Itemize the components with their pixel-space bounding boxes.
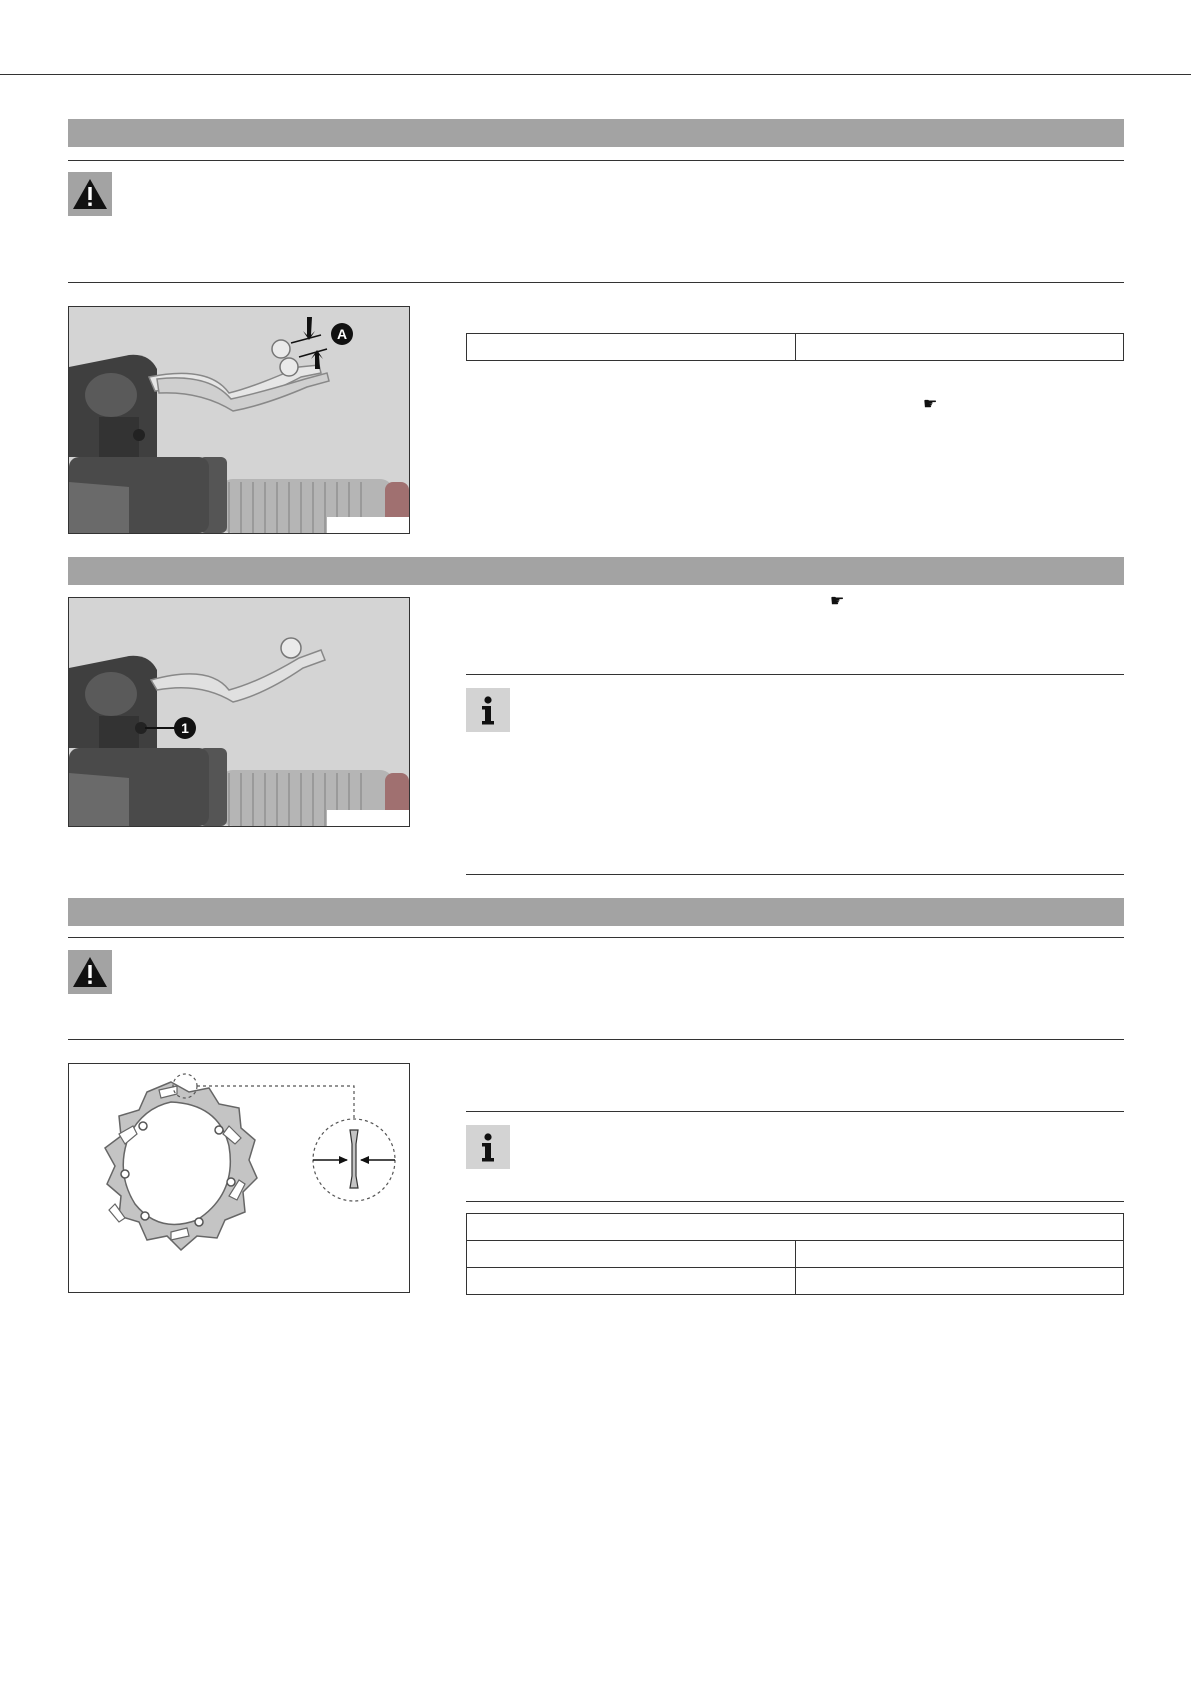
callout-1: 1 [181,720,189,736]
info-top-rule-2 [466,1111,1124,1112]
table-cell [467,1214,1124,1241]
warning-box-2 [68,950,112,994]
table-row [467,1241,1124,1268]
table-cell [467,1241,796,1268]
section-bar-3 [68,898,1124,926]
info-box-1 [466,688,510,732]
warning-top-rule-1 [68,160,1124,161]
table-cell [796,334,1124,361]
info-icon [466,1125,510,1169]
callout-A: A [336,326,348,342]
spec-table-free-travel [466,333,1124,361]
section-bar-2 [68,557,1124,585]
warning-triangle-icon [68,950,112,994]
warning-bottom-rule-2 [68,1039,1124,1040]
info-icon [466,688,510,732]
info-top-rule-1 [466,674,1124,675]
spec-table-disc-thickness [466,1213,1124,1295]
info-bottom-rule-1 [466,874,1124,875]
section-bar-1 [68,119,1124,147]
warning-box-1 [68,172,112,216]
warning-triangle-icon [68,172,112,216]
table-cell [467,1268,796,1295]
table-cell [796,1268,1124,1295]
photo-hand-brake-lever-adjust-screw [68,597,410,827]
info-bottom-rule-2 [466,1201,1124,1202]
warning-top-rule-2 [68,937,1124,938]
page-header-rule [0,74,1191,75]
table-cell [467,334,796,361]
warning-bottom-rule-1 [68,282,1124,283]
photo-hand-brake-lever-free-travel [68,306,410,534]
table-row [467,1214,1124,1241]
diagram-brake-disc-thickness [68,1063,410,1293]
info-box-2 [466,1125,510,1169]
pointing-hand-icon[interactable]: ☛ [923,396,938,413]
table-row [467,1268,1124,1295]
table-cell [796,1241,1124,1268]
pointing-hand-icon[interactable]: ☛ [830,593,845,610]
table-row [467,334,1124,361]
